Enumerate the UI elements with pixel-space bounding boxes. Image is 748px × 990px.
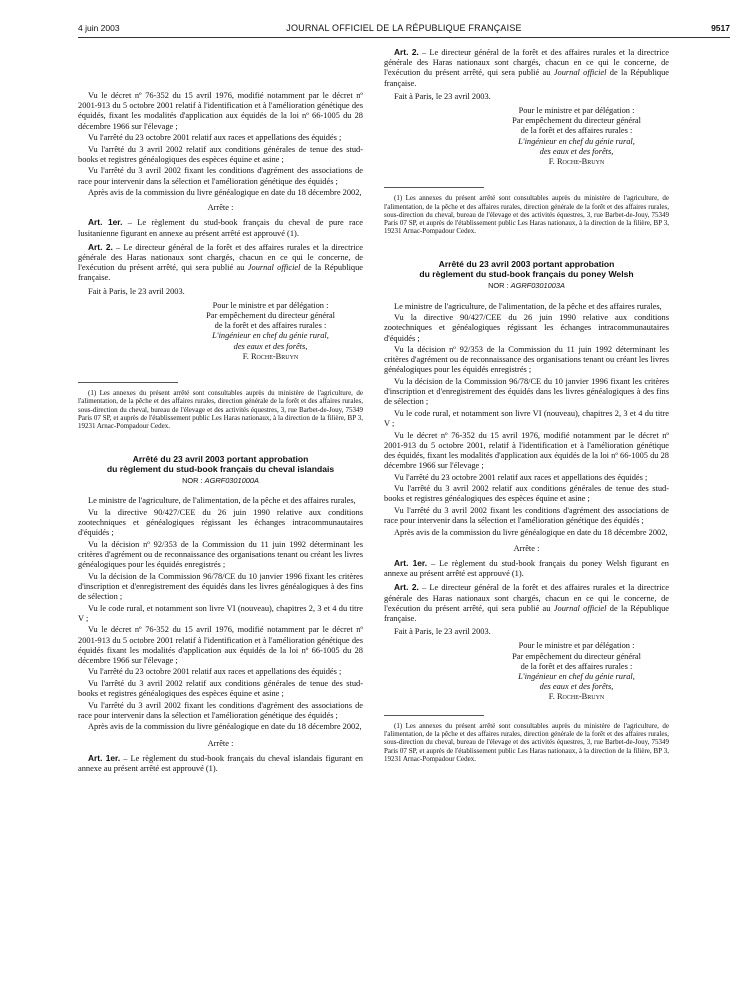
page-number: 9517: [711, 23, 730, 33]
header-date: 4 juin 2003: [78, 23, 120, 33]
decree-title: [384, 259, 669, 279]
left-column: [78, 91, 363, 776]
decree-title-line: Arrêté du 23 avril 2003 portant approbation: [438, 259, 615, 270]
article-text: de la République française.: [384, 68, 670, 88]
visa-paragraph: Vu la décision nº 92/353 de la Commission du 11 juin 1992 déterminant les critères d'agrément ou de reconnaissance des organisations tenant ou créant les livres généalogiques pour les équidés enregistrés ;: [78, 539, 363, 570]
visa-paragraph: Après avis de la commission du livre généalogique en date du 18 décembre 2002,: [88, 188, 362, 198]
right-column: [384, 47, 669, 764]
visa-paragraph: Vu l'arrêté du 3 avril 2002 relatif aux conditions générales de tenue des stud-books et registres généalogiques des espèces équine et asine ;: [78, 144, 363, 164]
signatory-name: F. Roche-Bruyn: [548, 157, 605, 167]
article-text: – Le règlement du stud-book français du cheval islandais figurant en annexe au présent arrêté est approuvé (1).: [78, 753, 363, 773]
visa-paragraph: Vu l'arrêté du 3 avril 2002 fixant les conditions d'agrément des associations de race pour intervenir dans la sélection et l'amélioration génétique des équidés ;: [384, 505, 669, 526]
left-visas: [78, 91, 363, 198]
visa-paragraph: Vu l'arrêté du 3 avril 2002 fixant les conditions d'agrément des associations de race pour intervenir dans la sélection et l'amélioration génétique des équidés ;: [78, 166, 363, 186]
visa-paragraph: Vu la décision de la Commission 96/78/CE du 10 janvier 1996 fixant les critères d'inscription et d'enregistrement des équidés dans les livres généalogiques à des fins de sélection ;: [78, 571, 363, 602]
visa-paragraph: Vu l'arrêté du 23 octobre 2001 relatif aux races et appellations des équidés ;: [394, 472, 648, 482]
header-rule: [78, 37, 730, 38]
nor-code: AGRF0301000A: [204, 476, 259, 486]
nor-label: NOR :: [182, 476, 205, 486]
visa-paragraph: Vu l'arrêté du 3 avril 2002 relatif aux conditions générales de tenue des stud-books et registres généalogiques des espèces équine et asine ;: [78, 678, 363, 699]
signature-block: [484, 106, 669, 167]
arrete-heading: Arrête :: [513, 543, 540, 553]
signature-line: de la forêt et des affaires rurales :: [520, 661, 633, 671]
signature-line: des eaux et des forêts,: [233, 341, 308, 351]
visa-paragraph: Le ministre de l'agriculture, de l'alimentation, de la pêche et des affaires rurales,: [394, 301, 662, 311]
signature-block: [484, 641, 669, 702]
footnote-rule: [78, 382, 178, 383]
fait-line: Fait à Paris, le 23 avril 2003.: [394, 627, 491, 637]
signature-line: de la forêt et des affaires rurales :: [214, 321, 327, 331]
footnote: (1) Les annexes du présent arrêté sont consultables auprès du ministère de l'agriculture, de l'alimentation, de la pêche et des affaires rurales, direction générale de la forêt et des affaires rurales, sous-direction du cheval, bureau de l'élevage et des activités équestres, 3, rue Barbet-de-Jouy, 75349 Paris 07 SP, et auprès de l'établissement public Les Haras nationaux, à la direction de la filière, BP 3, 19231 Arnac-Pompadour Cedex.: [78, 389, 363, 431]
arrete-heading: Arrête :: [207, 203, 234, 213]
signature-line: Par empêchement du directeur général: [512, 116, 641, 126]
article-1: [384, 558, 669, 579]
article-label: Art. 2.: [88, 241, 113, 252]
visa-paragraph: Vu la directive 90/427/CEE du 26 juin 1990 relative aux conditions zootechniques et généalogiques régissant les échanges intracommunautaires d'équidés ;: [78, 507, 363, 538]
visa-paragraph: Vu le décret nº 76-352 du 15 avril 1976, modifié notamment par le décret nº 2001-913 du 5 octobre 2001, relatif à l'identification et à l'amélioration génétique des équidés, fixant les modalités d'application aux équidés de la loi nº 66-1005 du 28 décembre 1966 sur l'élevage ;: [384, 430, 669, 471]
visa-paragraph: Le ministre de l'agriculture, de l'alimentation, de la pêche et des affaires rurales,: [88, 496, 356, 506]
fait-line: Fait à Paris, le 23 avril 2003.: [88, 286, 185, 296]
footnote-rule: [384, 187, 484, 188]
article-label: Art. 1er.: [88, 217, 123, 228]
right-visas: [384, 302, 669, 538]
article-text: – Le directeur général de la forêt et des affaires rurales et la directrice générale des Haras nationaux sont chargés, chacun en ce qui le concerne, de l'exécution du présent arrêté, qui sera publié au: [384, 583, 669, 613]
footnote: (1) Les annexes du présent arrêté sont consultables auprès du ministère de l'agriculture, de l'alimentation, de la pêche et des affaires rurales, direction générale de la forêt et des affaires rurales, sous-direction du cheval, bureau de l'élevage et des activités équestres, 3, rue Barbet-de-Jouy, 75349 Paris 07 SP, et auprès de l'établissement public Les Haras nationaux, à la direction de la filière, BP 3, 19231 Arnac-Pompadour Cedex.: [384, 194, 669, 236]
article-1: [78, 753, 363, 774]
signature-line: Par empêchement du directeur général: [512, 651, 641, 661]
article-label: Art. 1er.: [88, 752, 121, 763]
visa-paragraph: Vu le code rural, et notamment son livre VI (nouveau), chapitres 2, 3 et 4 du titre V ;: [384, 408, 669, 429]
journal-title: JOURNAL OFFICIEL DE LA RÉPUBLIQUE FRANÇAISE: [286, 23, 522, 33]
nor-reference: [78, 476, 363, 486]
article-text: – Le règlement du stud-book français du poney Welsh figurant en annexe au présent arrêté est approuvé (1).: [384, 558, 669, 579]
visa-paragraph: Après avis de la commission du livre généalogique en date du 18 décembre 2002,: [88, 722, 362, 732]
article-text: de la République française.: [78, 263, 364, 283]
footnote: (1) Les annexes du présent arrêté sont consultables auprès du ministère de l'agriculture, de l'alimentation, de la pêche et des affaires rurales, direction générale de la forêt et des affaires rurales, sous-direction du cheval, bureau de l'élevage et des activités équestres, 3, rue Barbet-de-Jouy, 75349 Paris 07 SP, et auprès de l'établissement public Les Haras nationaux, à la direction de la filière, BP 3, 19231 Arnac-Pompadour Cedex.: [384, 721, 669, 763]
signature-block: [178, 301, 363, 362]
decree-title-line: du règlement du stud-book français du poney Welsh: [419, 269, 634, 280]
nor-code: AGRF0301003A: [510, 281, 565, 291]
article-1: [78, 217, 363, 238]
visa-paragraph: Vu la décision nº 92/353 de la Commission du 11 juin 1992 déterminant les critères d'agrément ou de reconnaissance des organisations tenant ou créant les livres généalogiques pour les équidés enregistrés ;: [384, 345, 669, 375]
signature-line: Pour le ministre et par délégation :: [518, 106, 635, 116]
arrete-heading: Arrête :: [207, 738, 234, 748]
article-text: de la République française.: [384, 603, 670, 623]
article-label: Art. 1er.: [394, 557, 428, 568]
nor-reference: [384, 281, 669, 291]
nor-label: NOR :: [488, 281, 511, 291]
decree-title: [78, 454, 363, 474]
decree-title-line: du règlement du stud-book français du cheval islandais: [106, 464, 335, 475]
fait-line: Fait à Paris, le 23 avril 2003.: [394, 91, 491, 101]
article-2: [384, 582, 669, 624]
left-visas-2: [78, 496, 363, 732]
article-label: Art. 2.: [394, 47, 419, 57]
journal-ref: Journal officiel: [553, 603, 607, 613]
signature-line: L'ingénieur en chef du génie rural,: [518, 672, 635, 681]
visa-paragraph: Vu l'arrêté du 3 avril 2002 fixant les conditions d'agrément des associations de race pour intervenir dans la sélection et l'amélioration génétique des équidés ;: [78, 700, 363, 720]
signature-line: Pour le ministre et par délégation :: [212, 300, 329, 310]
signature-line: de la forêt et des affaires rurales :: [520, 126, 633, 136]
article-text: – Le règlement du stud-book français du cheval de pure race lusitanienne figurant en annexe au présent arrêté est approuvé (1).: [78, 218, 363, 238]
article-2: [78, 242, 363, 284]
page-header: [78, 23, 730, 37]
visa-paragraph: Vu la décision de la Commission 96/78/CE du 10 janvier 1996 fixant les critères d'inscription et d'enregistrement des équidés dans les livres généalogiques à des fins de sélection ;: [384, 376, 669, 407]
signatory-name: F. Roche-Bruyn: [548, 692, 605, 702]
signature-line: des eaux et des forêts,: [539, 146, 614, 156]
journal-ref: Journal officiel: [247, 263, 301, 273]
footnote-rule: [384, 715, 484, 716]
journal-ref: Journal officiel: [553, 68, 607, 78]
signature-line: L'ingénieur en chef du génie rural,: [212, 331, 329, 341]
signature-line: Par empêchement du directeur général: [206, 311, 335, 321]
signatory-name: F. Roche-Bruyn: [242, 351, 299, 361]
visa-paragraph: Après avis de la commission du livre généalogique en date du 18 décembre 2002,: [394, 527, 668, 537]
article-text: – Le directeur général de la forêt et des affaires rurales et la directrice générale des Haras nationaux sont chargés, chacun en ce qui le concerne, de l'exécution du présent arrêté, qui sera publié au: [78, 242, 363, 273]
signature-line: L'ingénieur en chef du génie rural,: [518, 136, 635, 146]
visa-paragraph: Vu l'arrêté du 23 octobre 2001 relatif aux races et appellations des équidés ;: [88, 133, 342, 143]
visa-paragraph: Vu l'arrêté du 3 avril 2002 relatif aux conditions générales de tenue des stud-books et registres généalogiques des espèces équine et asine ;: [384, 484, 669, 504]
article-label: Art. 2.: [394, 582, 419, 593]
decree-title-line: Arrêté du 23 avril 2003 portant approbation: [132, 453, 309, 464]
article-text: – Le directeur général de la forêt et des affaires rurales et la directrice générale des Haras nationaux sont chargés, chacun en ce qui le concerne, de l'exécution du présent arrêté, qui sera publié au: [384, 48, 669, 78]
visa-paragraph: Vu la directive 90/427/CEE du 26 juin 1990 relative aux conditions zootechniques et généalogiques régissant les échanges intracommunautaires d'équidés ;: [384, 313, 669, 343]
visa-paragraph: Vu le décret nº 76-352 du 15 avril 1976, modifié notamment par le décret nº 2001-913 du 5 octobre 2001 relatif à l'identification et à l'amélioration génétique des équidés, fixant les modalités d'application aux équidés de la loi nº 66-1005 du 28 décembre 1966 sur l'élevage ;: [78, 91, 363, 131]
article-2: [384, 47, 669, 89]
signature-line: Pour le ministre et par délégation :: [518, 641, 635, 651]
visa-paragraph: Vu l'arrêté du 23 octobre 2001 relatif aux races et appellations des équidés ;: [88, 667, 342, 677]
visa-paragraph: Vu le décret nº 76-352 du 15 avril 1976, modifié notamment par le décret nº 2001-913 du 5 octobre 2001 relatif à l'identification et à l'amélioration génétique des équidés fixant les modalités d'application aux équidés de la loi nº 66-1005 du 28 décembre 1966 sur l'élevage ;: [78, 625, 363, 665]
signature-line: des eaux et des forêts,: [539, 682, 614, 692]
visa-paragraph: Vu le code rural, et notamment son livre VI (nouveau), chapitres 2, 3 et 4 du titre V ;: [78, 603, 363, 623]
